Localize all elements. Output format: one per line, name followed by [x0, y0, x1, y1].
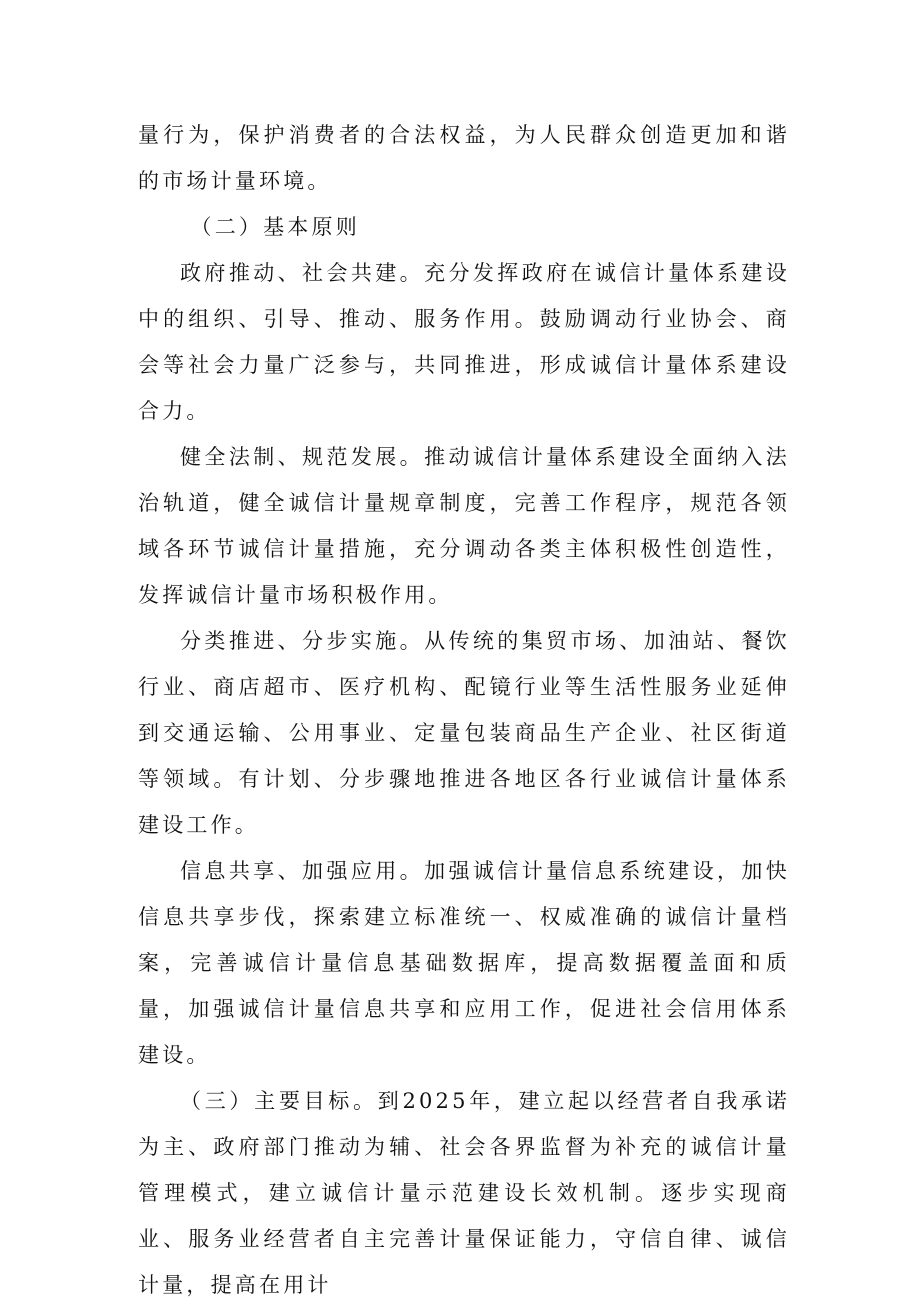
paragraph-government-promotion: 政府推动、社会共建。充分发挥政府在诚信计量体系建设中的组织、引导、推动、服务作用。鼓励调动行业协会、商会等社会力量广泛参与，共同推进，形成诚信计量体系建设合力。 [138, 261, 790, 423]
paragraph-classified-promotion: 分类推进、分步实施。从传统的集贸市场、加油站、餐饮行业、商店超市、医疗机构、配镜行业等生活性服务业延伸到交通运输、公用事业、定量包装商品生产企业、社区街道等领域。有计划、分步骤地推进各地区各行业诚信计量体系建设工作。 [138, 629, 790, 837]
paragraph-main-goals: （三）主要目标。到2025年，建立起以经营者自我承诺为主、政府部门推动为辅、社会各界监督为补充的诚信计量管理模式，建立诚信计量示范建设长效机制。逐步实现商业、服务业经营者自主完善计量保证能力，守信自律、诚信计量，提高在用计 [138, 1089, 790, 1297]
paragraph-continuation: 量行为，保护消费者的合法权益，为人民群众创造更加和谐的市场计量环境。 [138, 123, 790, 193]
paragraph-legal-system: 健全法制、规范发展。推动诚信计量体系建设全面纳入法治轨道，健全诚信计量规章制度，完善工作程序，规范各领域各环节诚信计量措施，充分调动各类主体积极性创造性，发挥诚信计量市场积极作用。 [138, 445, 790, 607]
section-heading-basic-principles: （二）基本原则 [190, 215, 360, 239]
document-body [138, 112, 790, 1308]
paragraph-information-sharing: 信息共享、加强应用。加强诚信计量信息系统建设，加快信息共享步伐，探索建立标准统一、权威准确的诚信计量档案，完善诚信计量信息基础数据库，提高数据覆盖面和质量，加强诚信计量信息共享和应用工作，促进社会信用体系建设。 [138, 859, 790, 1067]
